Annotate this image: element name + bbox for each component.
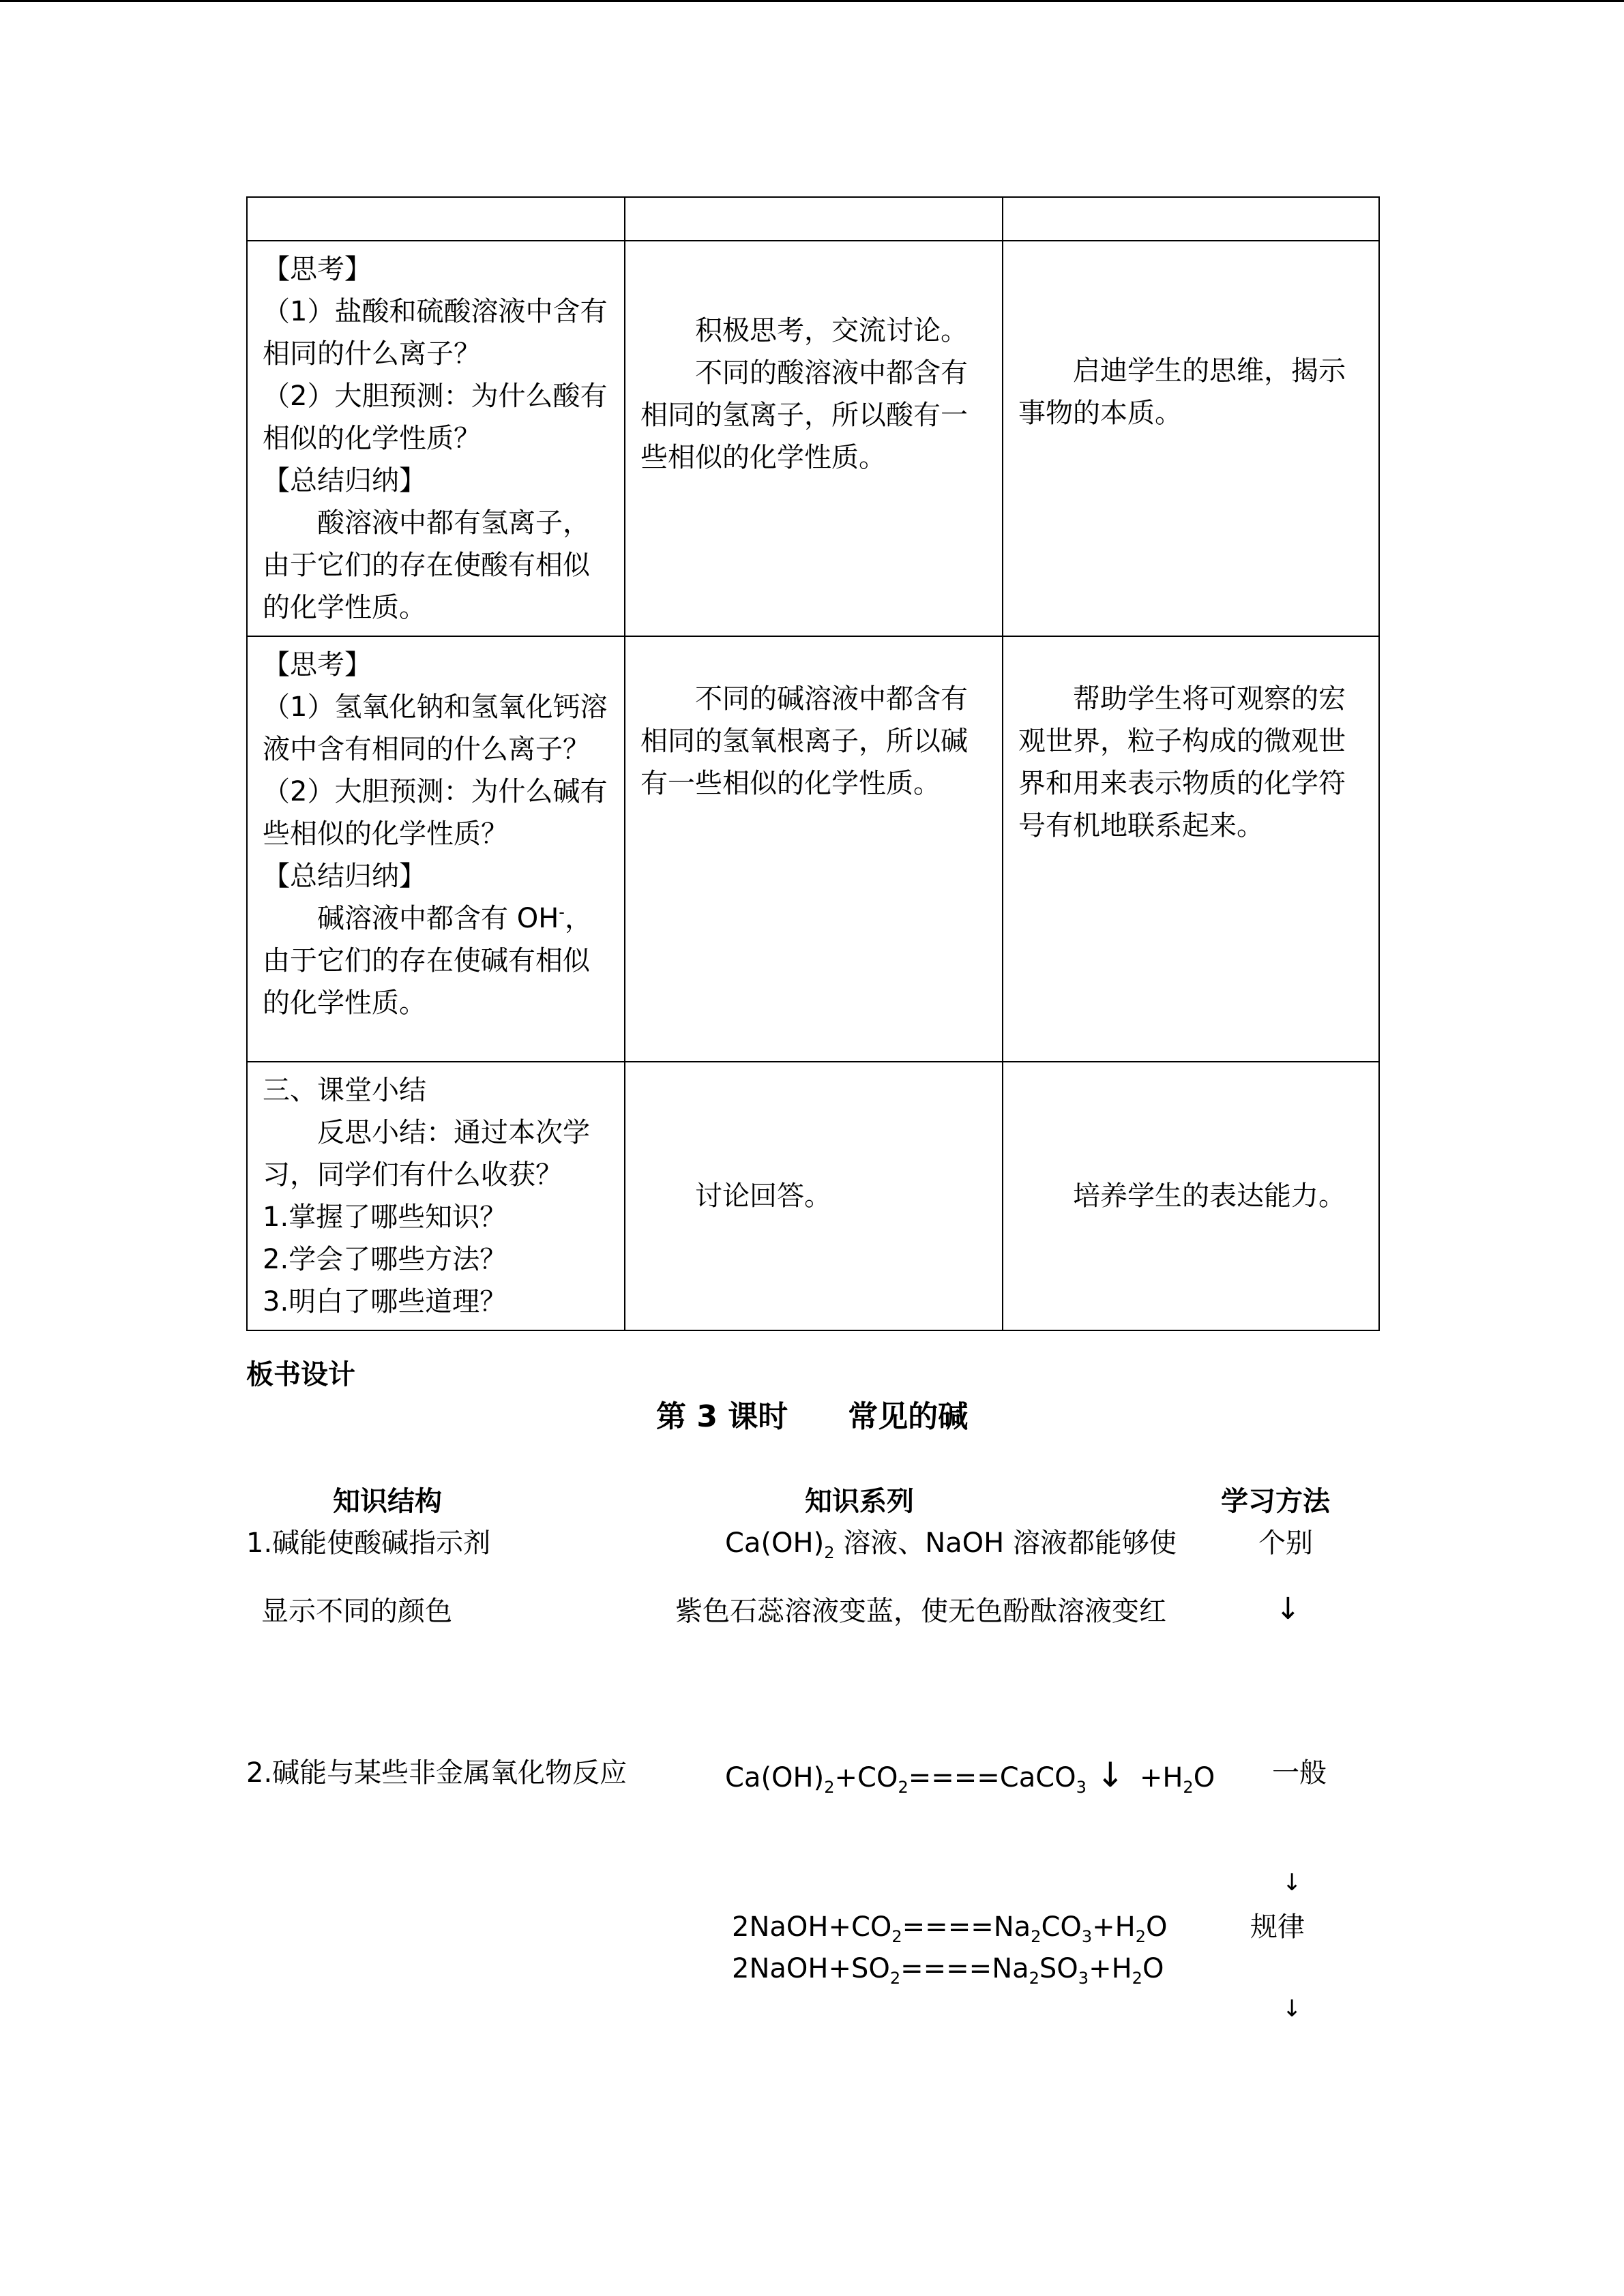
- table-cell: [1003, 197, 1379, 241]
- top-border-line: [0, 0, 1624, 2]
- table-cell: [1003, 1062, 1379, 1330]
- board-title: 第 3 课时 常见的碱: [656, 1399, 969, 1434]
- table-cell: [625, 1062, 1003, 1330]
- question-2: （2）大胆预测：为什么碱有些相似的化学性质？: [263, 776, 608, 850]
- table-row: [247, 197, 1379, 241]
- equation-2: $2NaOH+CO_2====Na_2CO_3+H_2O$: [732, 1911, 1168, 1946]
- header-learning-method: 学习方法: [1221, 1486, 1330, 1517]
- student-activity: 积极思考，交流讨论。: [695, 315, 968, 346]
- summary-label: 【总结归纳】: [263, 861, 426, 892]
- arrow-down-icon: ↓: [1282, 1869, 1302, 1896]
- design-intent: 帮助学生将可观察的宏观世界，粒子构成的微观世界和用来表示物质的化学符号有机地联系起来。: [1018, 683, 1346, 841]
- table-cell: [625, 197, 1003, 241]
- student-activity-text: 不同的酸溶液中都含有相同的氢离子，所以酸有一些相似的化学性质。: [640, 357, 968, 473]
- series-1-line-b: 紫色石蕊溶液变蓝，使无色酚酞溶液变红: [675, 1596, 1166, 1627]
- summary-text: 碱溶液中都含有 OH-，由于它们的存在使碱有相似的化学性质。: [263, 902, 592, 1019]
- reflection-text: 反思小结：通过本次学习，同学们有什么收获？: [263, 1117, 590, 1191]
- table-cell: [1003, 241, 1379, 636]
- table-cell: [625, 241, 1003, 636]
- reflection-q3: 3.明白了哪些道理？: [263, 1286, 507, 1317]
- design-intent: 培养学生的表达能力。: [1073, 1180, 1346, 1212]
- student-activity-text: 不同的碱溶液中都含有相同的氢氧根离子，所以碱有一些相似的化学性质。: [640, 683, 968, 799]
- precipitate-arrow-icon: ↓: [1095, 1755, 1125, 1795]
- reflection-q1: 1.掌握了哪些知识？: [263, 1202, 507, 1233]
- question-1: （1）盐酸和硫酸溶液中含有相同的什么离子？: [263, 296, 608, 370]
- arrow-down-icon: ↓: [1275, 1592, 1301, 1626]
- table-row: [247, 241, 1379, 636]
- structure-item-2: 2.碱能与某些非金属氧化物反应: [246, 1757, 628, 1789]
- section-summary-label: 三、课堂小结: [263, 1075, 426, 1106]
- structure-item-1b: 显示不同的颜色: [261, 1596, 452, 1627]
- summary-label: 【总结归纳】: [263, 465, 426, 496]
- question-1: （1）氢氧化钠和氢氧化钙溶液中含有相同的什么离子？: [263, 691, 608, 765]
- design-intent: 启迪学生的思维，揭示事物的本质。: [1018, 355, 1346, 429]
- board-heading: 板书设计: [246, 1359, 355, 1390]
- think-label: 【思考】: [263, 649, 372, 681]
- table-cell: [247, 636, 625, 1062]
- student-activity-text: 讨论回答。: [695, 1180, 831, 1212]
- table-cell: [247, 1062, 625, 1330]
- table-cell: [247, 241, 625, 636]
- method-general: 一般: [1272, 1757, 1327, 1789]
- method-individual: 个别: [1258, 1527, 1313, 1559]
- table-cell: [625, 636, 1003, 1062]
- header-knowledge-structure: 知识结构: [333, 1486, 442, 1517]
- equation-1: $Ca(OH)_2+CO_2====CaCO_3$ ↓ $+H_2O$: [725, 1755, 1215, 1797]
- lesson-table: [246, 196, 1380, 1331]
- summary-text: 酸溶液中都有氢离子，由于它们的存在使酸有相似的化学性质。: [263, 507, 590, 623]
- arrow-down-icon: ↓: [1282, 1995, 1302, 2023]
- table-row: [247, 636, 1379, 1062]
- question-2: （2）大胆预测：为什么酸有相似的化学性质？: [263, 381, 608, 454]
- structure-item-1a: 1.碱能使酸碱指示剂: [246, 1527, 491, 1559]
- table-cell: [247, 197, 625, 241]
- header-knowledge-series: 知识系列: [805, 1486, 914, 1517]
- series-1-line-a: $Ca(OH)_2$ 溶液、NaOH 溶液都能够使: [725, 1527, 1177, 1562]
- table-cell: [1003, 636, 1379, 1062]
- think-label: 【思考】: [263, 254, 372, 285]
- table-row: [247, 1062, 1379, 1330]
- method-rule: 规律: [1250, 1911, 1305, 1943]
- reflection-q2: 2.学会了哪些方法？: [263, 1244, 507, 1275]
- equation-3: $2NaOH+SO_2====Na_2SO_3+H_2O$: [732, 1953, 1164, 1988]
